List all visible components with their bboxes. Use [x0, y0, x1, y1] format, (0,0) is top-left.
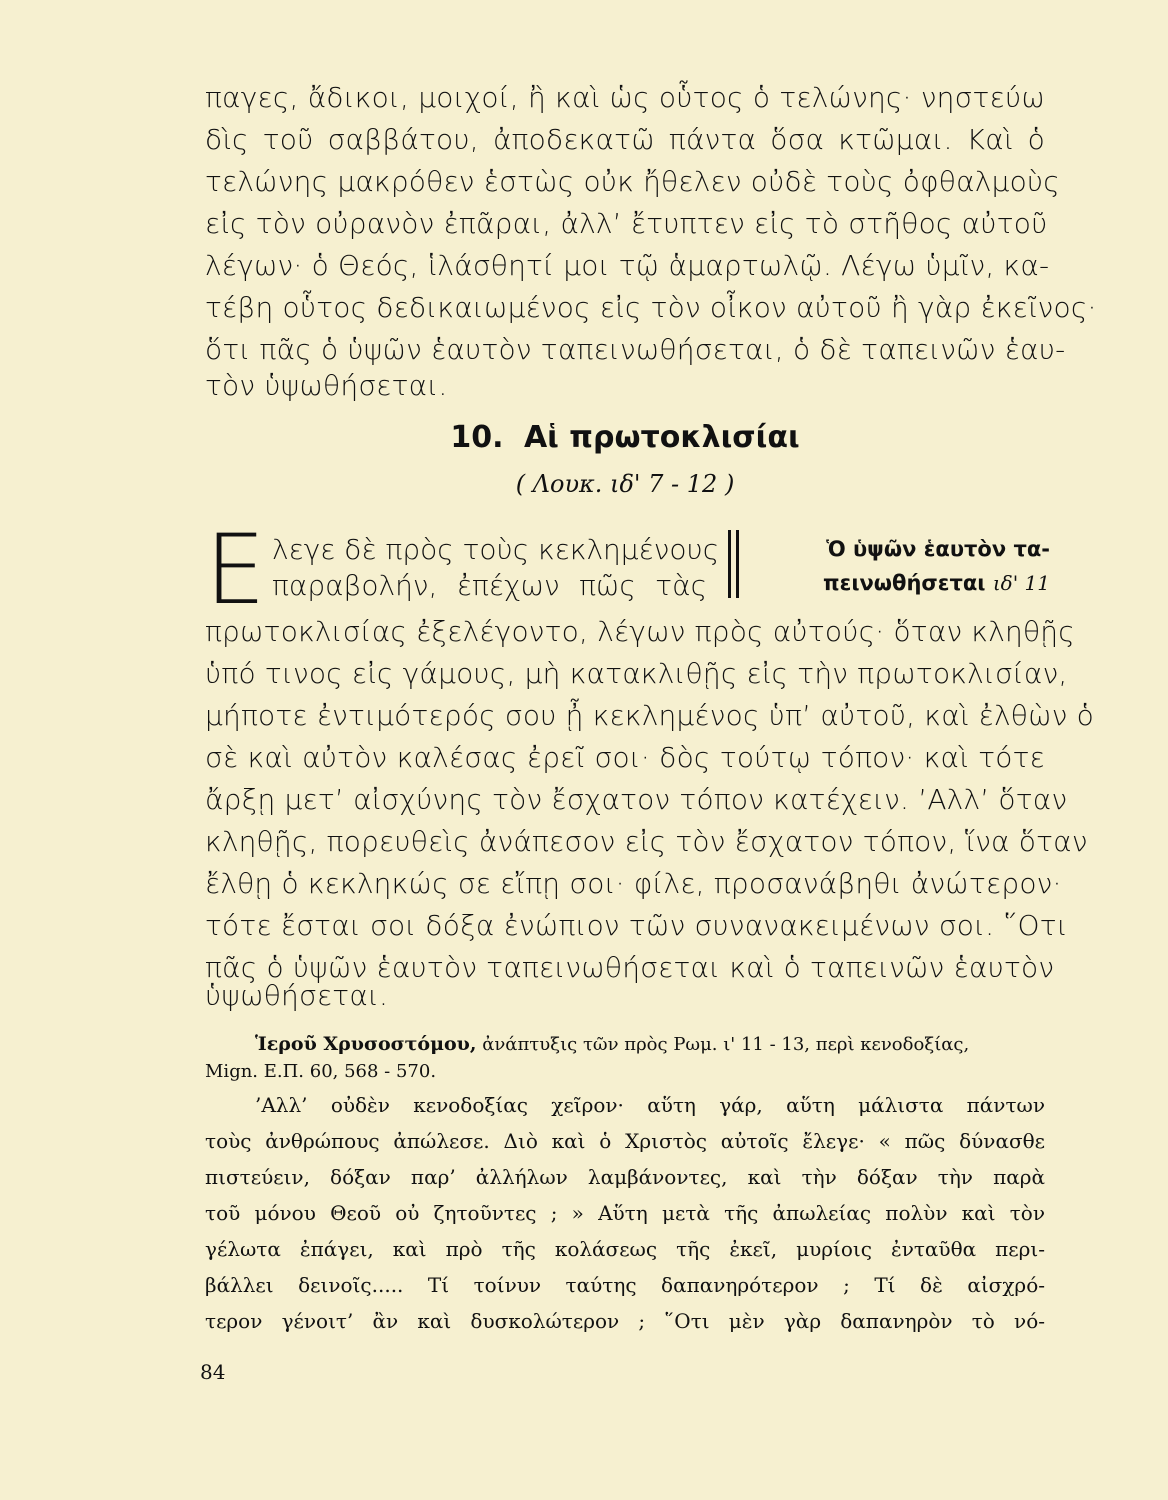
section-title: Αἱ πρωτοκλισίαι	[523, 420, 800, 455]
lead-line: λεγε δὲ πρὸς τοὺς κεκλημένους	[272, 533, 720, 566]
text-line: λέγων· ὁ Θεός, ἱλάσθητί μοι τῷ ἁμαρτωλῷ. Λέγω ὑμῖν, κα-	[205, 249, 1050, 282]
scripture-reference: ( Λουκ. ιδ' 7 - 12 )	[515, 470, 735, 498]
sidenote-line	[760, 566, 1050, 600]
commentary-line: τερον γένοιτ’ ἂν καὶ δυσκολώτερον ; ῞Οτι μὲν γὰρ δαπανηρὸν τὸ νό-	[205, 1309, 1045, 1333]
drop-cap: Ε	[205, 514, 266, 626]
commentary-line: τοὺς ἀνθρώπους ἀπώλεσε. Διὸ καὶ ὁ Χριστὸς αὐτοῖς ἔλεγε· « πῶς δύνασθε	[205, 1129, 1045, 1153]
text-line: τελώνης μακρόθεν ἑστὼς οὐκ ἤθελεν οὐδὲ τοὺς ὀφθαλμοὺς	[205, 165, 1060, 198]
source-citation	[255, 1030, 1045, 1059]
source-author: Ἱεροῦ Χρυσοστόμου,	[255, 1033, 477, 1055]
text-line: σὲ καὶ αὐτὸν καλέσας ἐρεῖ σοι· δὸς τούτῳ τόπον· καὶ τότε	[205, 741, 1045, 774]
text-line: εἰς τὸν οὐρανὸν ἐπᾶραι, ἀλλ’ ἔτυπτεν εἰς τὸ στῆθος αὐτοῦ	[205, 207, 1048, 240]
text-line: ἄρξῃ μετ’ αἰσχύνης τὸν ἔσχατον τόπον κατέχειν. ’Αλλ’ ὅταν	[205, 783, 1068, 816]
text-line: πρωτοκλισίας ἐξελέγοντο, λέγων πρὸς αὐτούς· ὅταν κληθῇς	[205, 615, 1075, 648]
double-rule-left	[728, 530, 731, 598]
commentary-line: τοῦ μόνου Θεοῦ οὐ ζητοῦντες ; » Αὕτη μετὰ τῆς ἀπωλείας πολὺν καὶ τὸν	[205, 1201, 1045, 1225]
text-line: τότε ἔσται σοι δόξα ἐνώπιον τῶν συνανακειμένων σοι. ῞Οτι	[205, 909, 1068, 942]
text-line: τέβη οὗτος δεδικαιωμένος εἰς τὸν οἶκον αὐτοῦ ἢ γὰρ ἐκεῖνος·	[205, 291, 1097, 324]
commentary-line: πιστεύειν, δόξαν παρ’ ἀλλήλων λαμβάνοντες, καὶ τὴν δόξαν τὴν παρὰ	[205, 1165, 1045, 1189]
commentary-line: βάλλει δεινοῖς..... Τί τοίνυν ταύτης δαπανηρότερον ; Τί δὲ αἰσχρό-	[205, 1273, 1045, 1297]
text-line: ὑψωθήσεται.	[205, 979, 389, 1012]
text-line: δὶς τοῦ σαββάτου, ἀποδεκατῶ πάντα ὅσα κτῶμαι. Καὶ ὁ	[205, 123, 1045, 156]
text-line: παγες, ἄδικοι, μοιχοί, ἢ καὶ ὡς οὗτος ὁ τελώνης· νηστεύω	[205, 81, 1045, 114]
text-line: ἔλθῃ ὁ κεκληκώς σε εἴπῃ σοι· φίλε, προσανάβηθι ἀνώτερον·	[205, 867, 1062, 900]
text-line: τὸν ὑψωθήσεται.	[205, 369, 448, 402]
commentary-line: ’Αλλ’ οὐδὲν κενοδοξίας χεῖρον· αὕτη γάρ, αὕτη μάλιστα πάντων	[255, 1093, 1045, 1117]
text-line: πᾶς ὁ ὑψῶν ἑαυτὸν ταπεινωθήσεται καὶ ὁ ταπεινῶν ἑαυτὸν	[205, 951, 1055, 984]
text-line: μήποτε ἐντιμότερός σου ᾖ κεκλημένος ὑπ’ αὐτοῦ, καὶ ἐλθὼν ὁ	[205, 699, 1094, 732]
text-line: ὅτι πᾶς ὁ ὑψῶν ἑαυτὸν ταπεινωθήσεται, ὁ δὲ ταπεινῶν ἑαυ-	[205, 333, 1066, 366]
sidenote-line: Ὁ ὑψῶν ἑαυτὸν τα-	[826, 537, 1050, 561]
sidenote-word: πεινωθήσεται	[823, 571, 986, 595]
source-citation-line2: Mign. Ε.Π. 60, 568 - 570.	[205, 1061, 437, 1082]
source-detail: ἀνάπτυξις τῶν πρὸς Ρωμ. ι' 11 - 13, περὶ κενοδοξίας,	[482, 1034, 970, 1055]
text-line: κληθῇς, πορευθεὶς ἀνάπεσον εἰς τὸν ἔσχατον τόπον, ἵνα ὅταν	[205, 825, 1088, 858]
section-number: 10.	[450, 420, 504, 455]
page-number: 84	[200, 1360, 226, 1384]
section-heading	[205, 420, 1045, 455]
sidenote-ref: ιδ' 11	[992, 571, 1050, 595]
double-rule-right	[736, 530, 739, 598]
commentary-line: γέλωτα ἐπάγει, καὶ πρὸ τῆς κολάσεως τῆς ἐκεῖ, μυρίοις ἐνταῦθα περι-	[205, 1237, 1045, 1261]
lead-line: παραβολήν, ἐπέχων πῶς τὰς	[272, 569, 707, 602]
text-line: ὑπό τινος εἰς γάμους, μὴ κατακλιθῇς εἰς τὴν πρωτοκλισίαν,	[205, 657, 1068, 690]
